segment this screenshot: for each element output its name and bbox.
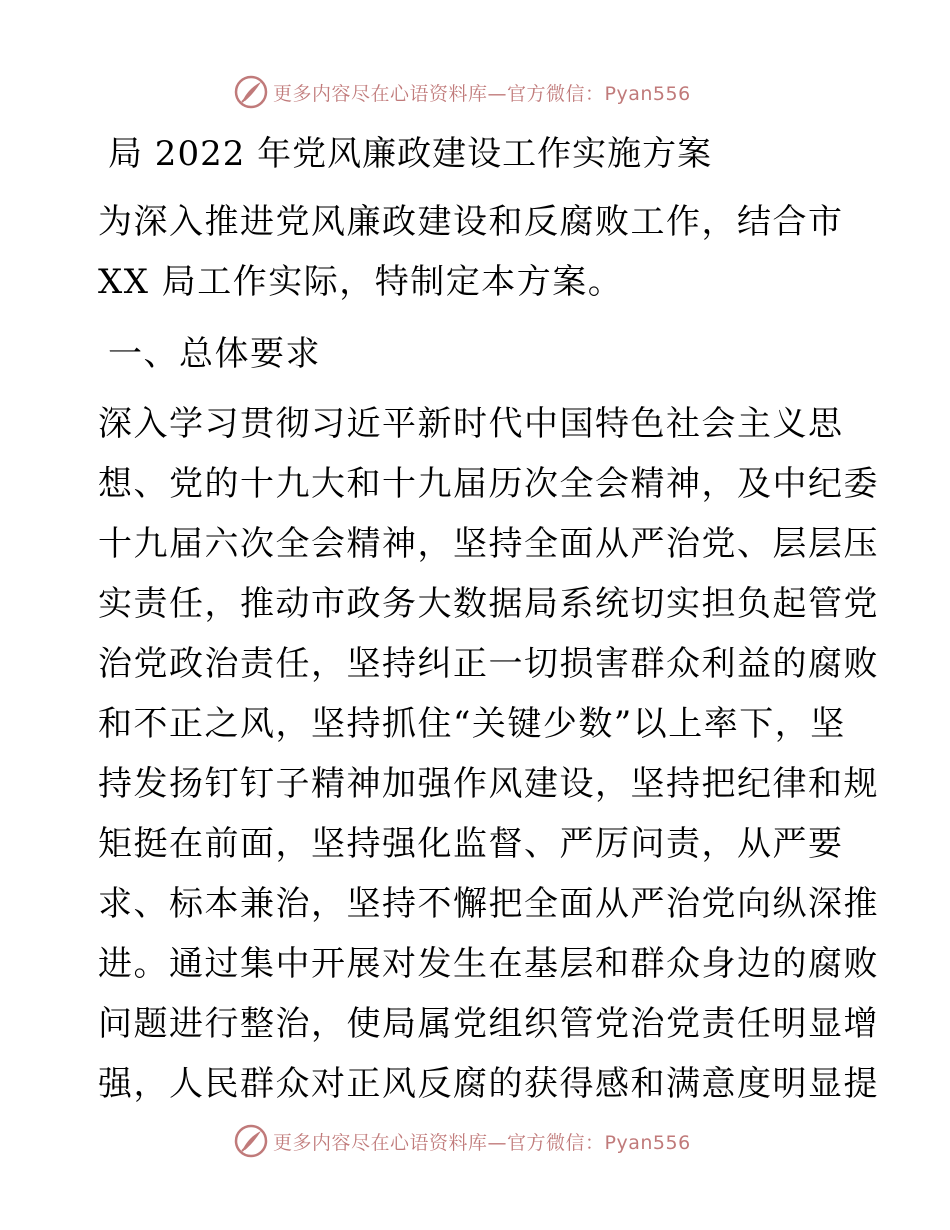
watermark-text: 更多内容尽在心语资料库—官方微信：Pyan556: [273, 82, 691, 105]
quill-logo-icon: [233, 1123, 269, 1159]
body-paragraph: [98, 394, 879, 1114]
body-line: 进。通过集中开展对发生在基层和群众身边的腐败: [98, 944, 879, 984]
body-line: 矩挺在前面，坚持强化监督、严厉问责，从严要: [98, 824, 844, 864]
body-line: 治党政治责任，坚持纠正一切损害群众利益的腐败: [98, 644, 879, 684]
intro-line: XX 局工作实际，特制定本方案。: [98, 262, 624, 302]
body-line: 持发扬钉钉子精神加强作风建设，坚持把纪律和规: [98, 764, 879, 804]
body-line: 和不正之风，坚持抓住“关键少数”以上率下，坚: [98, 704, 846, 744]
body-line: 想、党的十九大和十九届历次全会精神，及中纪委: [98, 464, 879, 504]
watermark-footer: [233, 1121, 691, 1161]
body-line: 问题进行整治，使局属党组织管党治党责任明显增: [98, 1004, 879, 1044]
body-line: 十九届六次全会精神，坚持全面从严治党、层层压: [98, 524, 879, 564]
intro-line: 为深入推进党风廉政建设和反腐败工作，结合市: [98, 202, 844, 242]
document-title: 局 2022 年党风廉政建设工作实施方案: [108, 134, 713, 174]
body-line: 深入学习贯彻习近平新时代中国特色社会主义思: [98, 404, 844, 444]
watermark-text: 更多内容尽在心语资料库—官方微信：Pyan556: [273, 1131, 691, 1154]
intro-paragraph: [98, 192, 858, 312]
watermark-header: [233, 72, 691, 112]
body-line: 强，人民群众对正风反腐的获得感和满意度明显提: [98, 1064, 879, 1104]
body-line: 求、标本兼治，坚持不懈把全面从严治党向纵深推: [98, 884, 879, 924]
section-heading: 一、总体要求: [108, 334, 321, 374]
quill-logo-icon: [233, 74, 269, 110]
body-line: 实责任，推动市政务大数据局系统切实担负起管党: [98, 584, 879, 624]
